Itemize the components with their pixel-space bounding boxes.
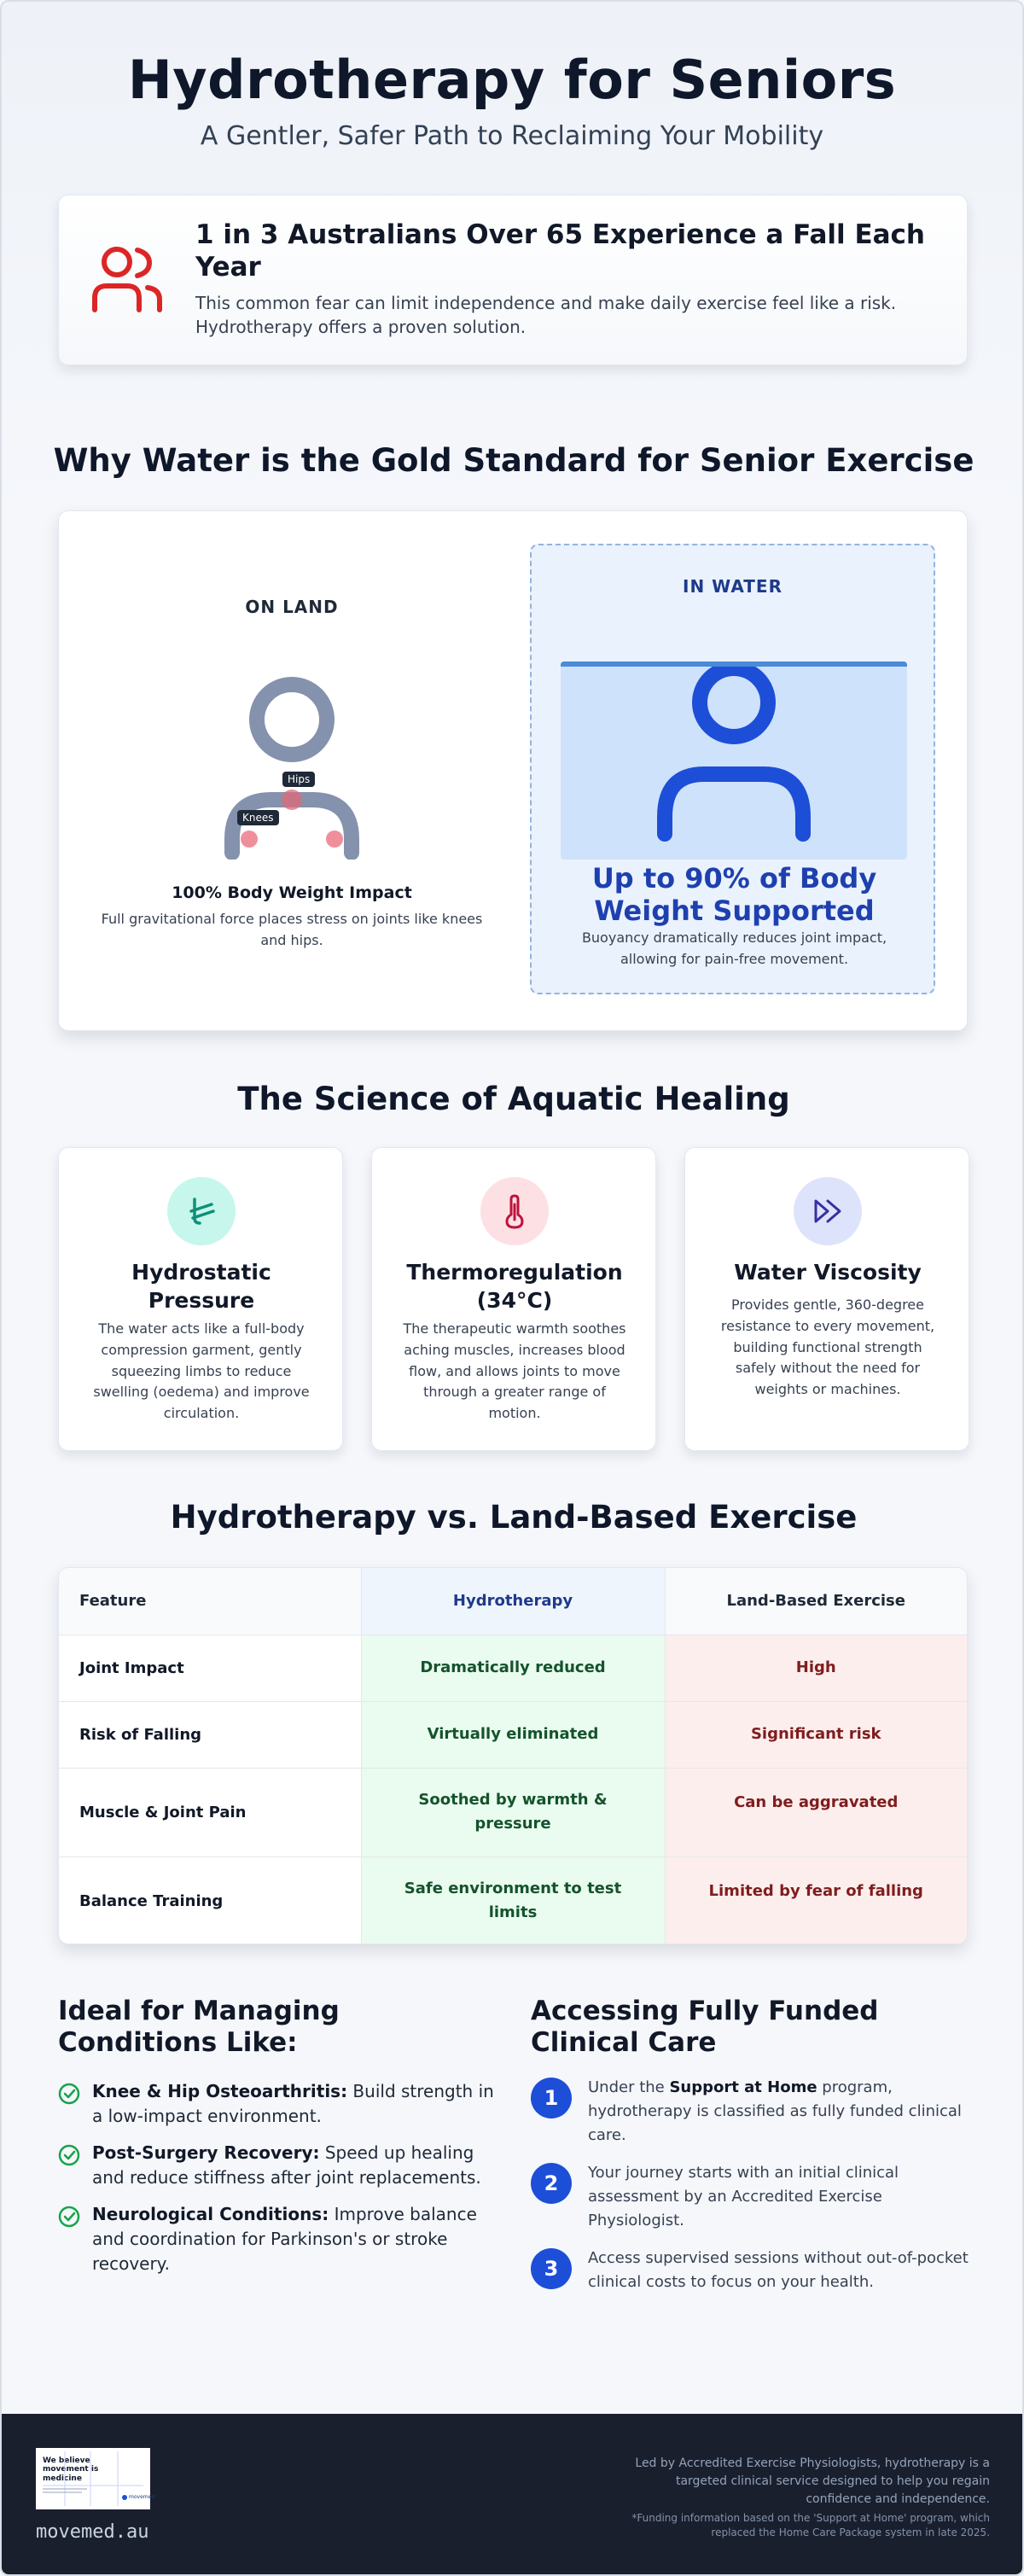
condition-item <box>58 2079 502 2129</box>
land-cell: Significant risk <box>665 1701 967 1768</box>
step-text: Your journey starts with an initial clinical assessment by an Accredited Exercise Physiologist. <box>588 2164 899 2229</box>
condition-item <box>58 2141 502 2190</box>
science-card-thermoregulation <box>371 1147 656 1451</box>
users-icon <box>84 236 170 322</box>
person-in-water-icon <box>561 661 907 860</box>
column-header-feature: Feature <box>59 1568 361 1635</box>
table-row <box>59 1701 967 1768</box>
logo-pattern-icon <box>36 2448 150 2509</box>
check-circle-icon <box>58 2206 80 2228</box>
hips-tag: Hips <box>282 772 315 787</box>
step-number-badge: 2 <box>531 2163 572 2204</box>
fast-forward-icon <box>794 1177 862 1245</box>
statistic-heading: 1 in 3 Australians Over 65 Experience a Fall Each Year <box>195 219 925 283</box>
land-impact-caption: Full gravitational force places stress on joints like knees and hips. <box>101 911 483 948</box>
step-number-badge: 3 <box>531 2248 572 2289</box>
person-on-land-icon <box>207 672 377 860</box>
footer-funding-note: *Funding information based on the 'Support at Home' program, which replaced the Home Care Package system in late 2025. <box>631 2512 990 2539</box>
hips-pain-point <box>282 790 302 810</box>
right-knee-pain-point <box>326 830 343 848</box>
logo-brand: movemed <box>129 2494 155 2500</box>
science-card-body: The therapeutic warmth soothes aching muscles, increases blood flow, and allows joints to move through a greater range of motion. <box>403 1320 626 1422</box>
land-cell: High <box>665 1635 967 1701</box>
footer-description: Led by Accredited Exercise Physiologists, hydrotherapy is a targeted clinical service designed to help you regain confidence and independence. <box>635 2457 990 2506</box>
page-subtitle: A Gentler, Safer Path to Reclaiming Your Mobility <box>200 121 824 152</box>
hero-header <box>2 2 1022 151</box>
science-card-body: Provides gentle, 360-degree resistance to every movement, building functional strength safely without the need for weights or machines. <box>720 1297 935 1398</box>
funding-step <box>531 2247 975 2294</box>
hydrotherapy-cell: Virtually eliminated <box>361 1701 665 1768</box>
left-knee-pain-point <box>241 830 258 848</box>
table-row <box>59 1635 967 1701</box>
condition-item <box>58 2202 502 2276</box>
science-card-title: Water Viscosity <box>734 1260 922 1285</box>
page-title: Hydrotherapy for Seniors <box>127 49 897 111</box>
check-circle-icon <box>58 2083 80 2105</box>
table-row <box>59 1856 967 1944</box>
comparison-table <box>58 1567 968 1944</box>
step-text-cont: program, hydrotherapy is classified as fully funded clinical care. <box>588 2078 962 2144</box>
column-header-hydrotherapy: Hydrotherapy <box>361 1568 665 1635</box>
condition-text: Speed up healing and reduce stiffness after joint replacements. <box>92 2142 481 2188</box>
in-water-panel <box>530 544 935 994</box>
hydrotherapy-cell: Soothed by warmth & pressure <box>361 1768 665 1856</box>
on-land-label: ON LAND <box>245 597 339 617</box>
footer <box>2 2414 1024 2576</box>
comparison-title: Hydrotherapy vs. Land-Based Exercise <box>170 1499 858 1536</box>
hydrotherapy-cell: Dramatically reduced <box>361 1635 665 1701</box>
conditions-title: Ideal for Managing Conditions Like: <box>58 1996 340 2059</box>
water-support-caption: Buoyancy dramatically reduces joint impact, allowing for pain-free movement. <box>581 930 887 967</box>
feature-cell: Muscle & Joint Pain <box>59 1768 361 1856</box>
on-land-panel <box>59 511 525 1032</box>
step-text: Under the <box>588 2078 670 2096</box>
water-support-headline: Up to 90% of Body Weight Supported <box>591 862 877 927</box>
land-cell: Can be aggravated <box>665 1768 967 1856</box>
condition-text: Build strength in a low-impact environment. <box>92 2081 494 2126</box>
movemed-logo[interactable] <box>36 2448 155 2509</box>
condition-name: Post-Surgery Recovery: <box>92 2142 320 2163</box>
science-title: The Science of Aquatic Healing <box>237 1081 790 1117</box>
hydrotherapy-cell: Safe environment to test limits <box>361 1856 665 1944</box>
table-header-row <box>59 1568 967 1635</box>
science-card-viscosity <box>684 1147 969 1451</box>
water-pool <box>561 661 907 860</box>
funding-step <box>531 2161 975 2233</box>
condition-name: Neurological Conditions: <box>92 2204 329 2224</box>
statistic-body: This common fear can limit independence and make daily exercise feel like a risk. Hydrotherapy offers a proven solution. <box>195 293 897 337</box>
step-highlight: Support at Home <box>669 2078 817 2096</box>
land-cell: Limited by fear of falling <box>665 1856 967 1944</box>
land-impact-title: 100% Body Weight Impact <box>172 883 412 902</box>
table-row <box>59 1768 967 1856</box>
funding-step <box>531 2076 975 2148</box>
thermometer-icon <box>480 1177 549 1245</box>
check-circle-icon <box>58 2144 80 2166</box>
fall-statistic-card <box>58 195 968 365</box>
feature-cell: Balance Training <box>79 1891 224 1910</box>
compression-icon <box>167 1177 236 1245</box>
land-vs-water-card <box>58 510 968 1031</box>
why-water-title: Why Water is the Gold Standard for Senior Exercise <box>53 442 975 479</box>
feature-cell: Risk of Falling <box>59 1701 361 1768</box>
funding-title: Accessing Fully Funded Clinical Care <box>531 1996 879 2059</box>
condition-name: Knee & Hip Osteoarthritis: <box>92 2081 348 2101</box>
column-header-land: Land-Based Exercise <box>665 1568 967 1635</box>
science-card-hydrostatic <box>58 1147 343 1451</box>
knees-tag: Knees <box>237 810 279 825</box>
science-card-body: The water acts like a full-body compression garment, gently squeezing limbs to reduce swelling (oedema) and improve circulation. <box>93 1320 310 1422</box>
in-water-label: IN WATER <box>683 576 783 597</box>
feature-cell: Joint Impact <box>59 1635 361 1701</box>
step-text: Access supervised sessions without out-of-pocket clinical costs to focus on your health. <box>588 2249 969 2291</box>
science-card-title: Hydrostatic Pressure <box>131 1260 271 1313</box>
website-link[interactable]: movemed.au <box>36 2521 149 2543</box>
condition-text: Improve balance and coordination for Parkinson's or stroke recovery. <box>92 2204 477 2274</box>
step-number-badge: 1 <box>531 2078 572 2118</box>
science-card-title: Thermoregulation (34°C) <box>406 1260 623 1313</box>
logo-tagline: We believe movement is medicine <box>43 2457 99 2483</box>
